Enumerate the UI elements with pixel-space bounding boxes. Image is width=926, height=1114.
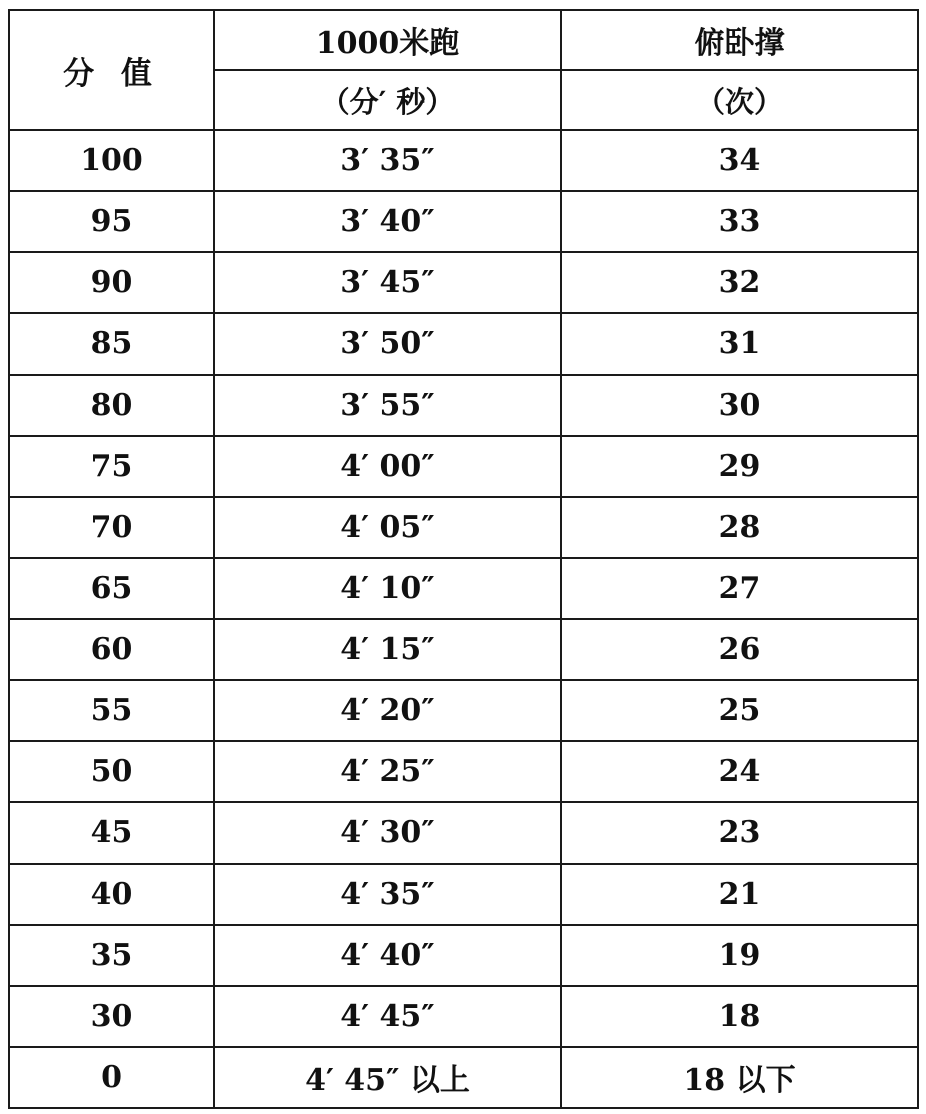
pushup-count-cell: 24 — [561, 741, 918, 802]
table-row — [9, 130, 918, 191]
run-column-header: 1000米跑 — [214, 10, 561, 70]
table-body — [9, 130, 918, 1108]
table-row — [9, 558, 918, 619]
table-row — [9, 191, 918, 252]
run-time-cell: 4′ 35″ — [214, 864, 561, 925]
run-time-cell: 3′ 55″ — [214, 375, 561, 436]
pushup-count-cell: 32 — [561, 252, 918, 313]
pushup-count-cell: 27 — [561, 558, 918, 619]
table-row — [9, 619, 918, 680]
pushup-unit-header: （次） — [561, 70, 918, 130]
pushup-count-cell: 21 — [561, 864, 918, 925]
run-time-cell: 3′ 35″ — [214, 130, 561, 191]
header-row-1 — [9, 10, 918, 70]
run-time-cell: 4′ 20″ — [214, 680, 561, 741]
run-time-cell: 4′ 15″ — [214, 619, 561, 680]
run-time-cell: 4′ 00″ — [214, 436, 561, 497]
run-time-cell: 4′ 45″ — [214, 986, 561, 1047]
score-cell: 50 — [9, 741, 214, 802]
table-row — [9, 680, 918, 741]
score-cell: 80 — [9, 375, 214, 436]
table-row — [9, 497, 918, 558]
score-cell: 55 — [9, 680, 214, 741]
run-time-cell: 4′ 25″ — [214, 741, 561, 802]
score-column-header: 分 值 — [9, 10, 214, 130]
pushup-count-cell: 25 — [561, 680, 918, 741]
table-row — [9, 252, 918, 313]
score-cell: 60 — [9, 619, 214, 680]
table-row — [9, 313, 918, 374]
score-cell: 35 — [9, 925, 214, 986]
pushup-count-cell: 18 — [561, 986, 918, 1047]
pushup-count-cell: 31 — [561, 313, 918, 374]
score-cell: 100 — [9, 130, 214, 191]
pushup-count-cell: 30 — [561, 375, 918, 436]
run-time-cell: 3′ 40″ — [214, 191, 561, 252]
pushup-count-cell: 19 — [561, 925, 918, 986]
table-row — [9, 802, 918, 863]
table-row — [9, 1047, 918, 1108]
score-cell: 65 — [9, 558, 214, 619]
score-cell: 85 — [9, 313, 214, 374]
pushup-count-cell: 18 以下 — [561, 1047, 918, 1108]
run-unit-header: （分′ 秒） — [214, 70, 561, 130]
pushup-count-cell: 33 — [561, 191, 918, 252]
fitness-score-table — [8, 9, 919, 1109]
pushup-count-cell: 34 — [561, 130, 918, 191]
run-time-cell: 4′ 40″ — [214, 925, 561, 986]
score-cell: 0 — [9, 1047, 214, 1108]
table-row — [9, 436, 918, 497]
score-cell: 90 — [9, 252, 214, 313]
pushup-count-cell: 26 — [561, 619, 918, 680]
run-time-cell: 3′ 45″ — [214, 252, 561, 313]
run-time-cell: 4′ 05″ — [214, 497, 561, 558]
pushup-column-header: 俯卧撑 — [561, 10, 918, 70]
score-cell: 30 — [9, 986, 214, 1047]
table-row — [9, 864, 918, 925]
score-cell: 40 — [9, 864, 214, 925]
pushup-count-cell: 29 — [561, 436, 918, 497]
run-time-cell: 4′ 10″ — [214, 558, 561, 619]
table-row — [9, 375, 918, 436]
score-cell: 75 — [9, 436, 214, 497]
score-cell: 70 — [9, 497, 214, 558]
run-time-cell: 4′ 45″ 以上 — [214, 1047, 561, 1108]
score-cell: 45 — [9, 802, 214, 863]
run-time-cell: 3′ 50″ — [214, 313, 561, 374]
score-cell: 95 — [9, 191, 214, 252]
table-row — [9, 925, 918, 986]
table-row — [9, 741, 918, 802]
pushup-count-cell: 28 — [561, 497, 918, 558]
run-time-cell: 4′ 30″ — [214, 802, 561, 863]
pushup-count-cell: 23 — [561, 802, 918, 863]
table-row — [9, 986, 918, 1047]
